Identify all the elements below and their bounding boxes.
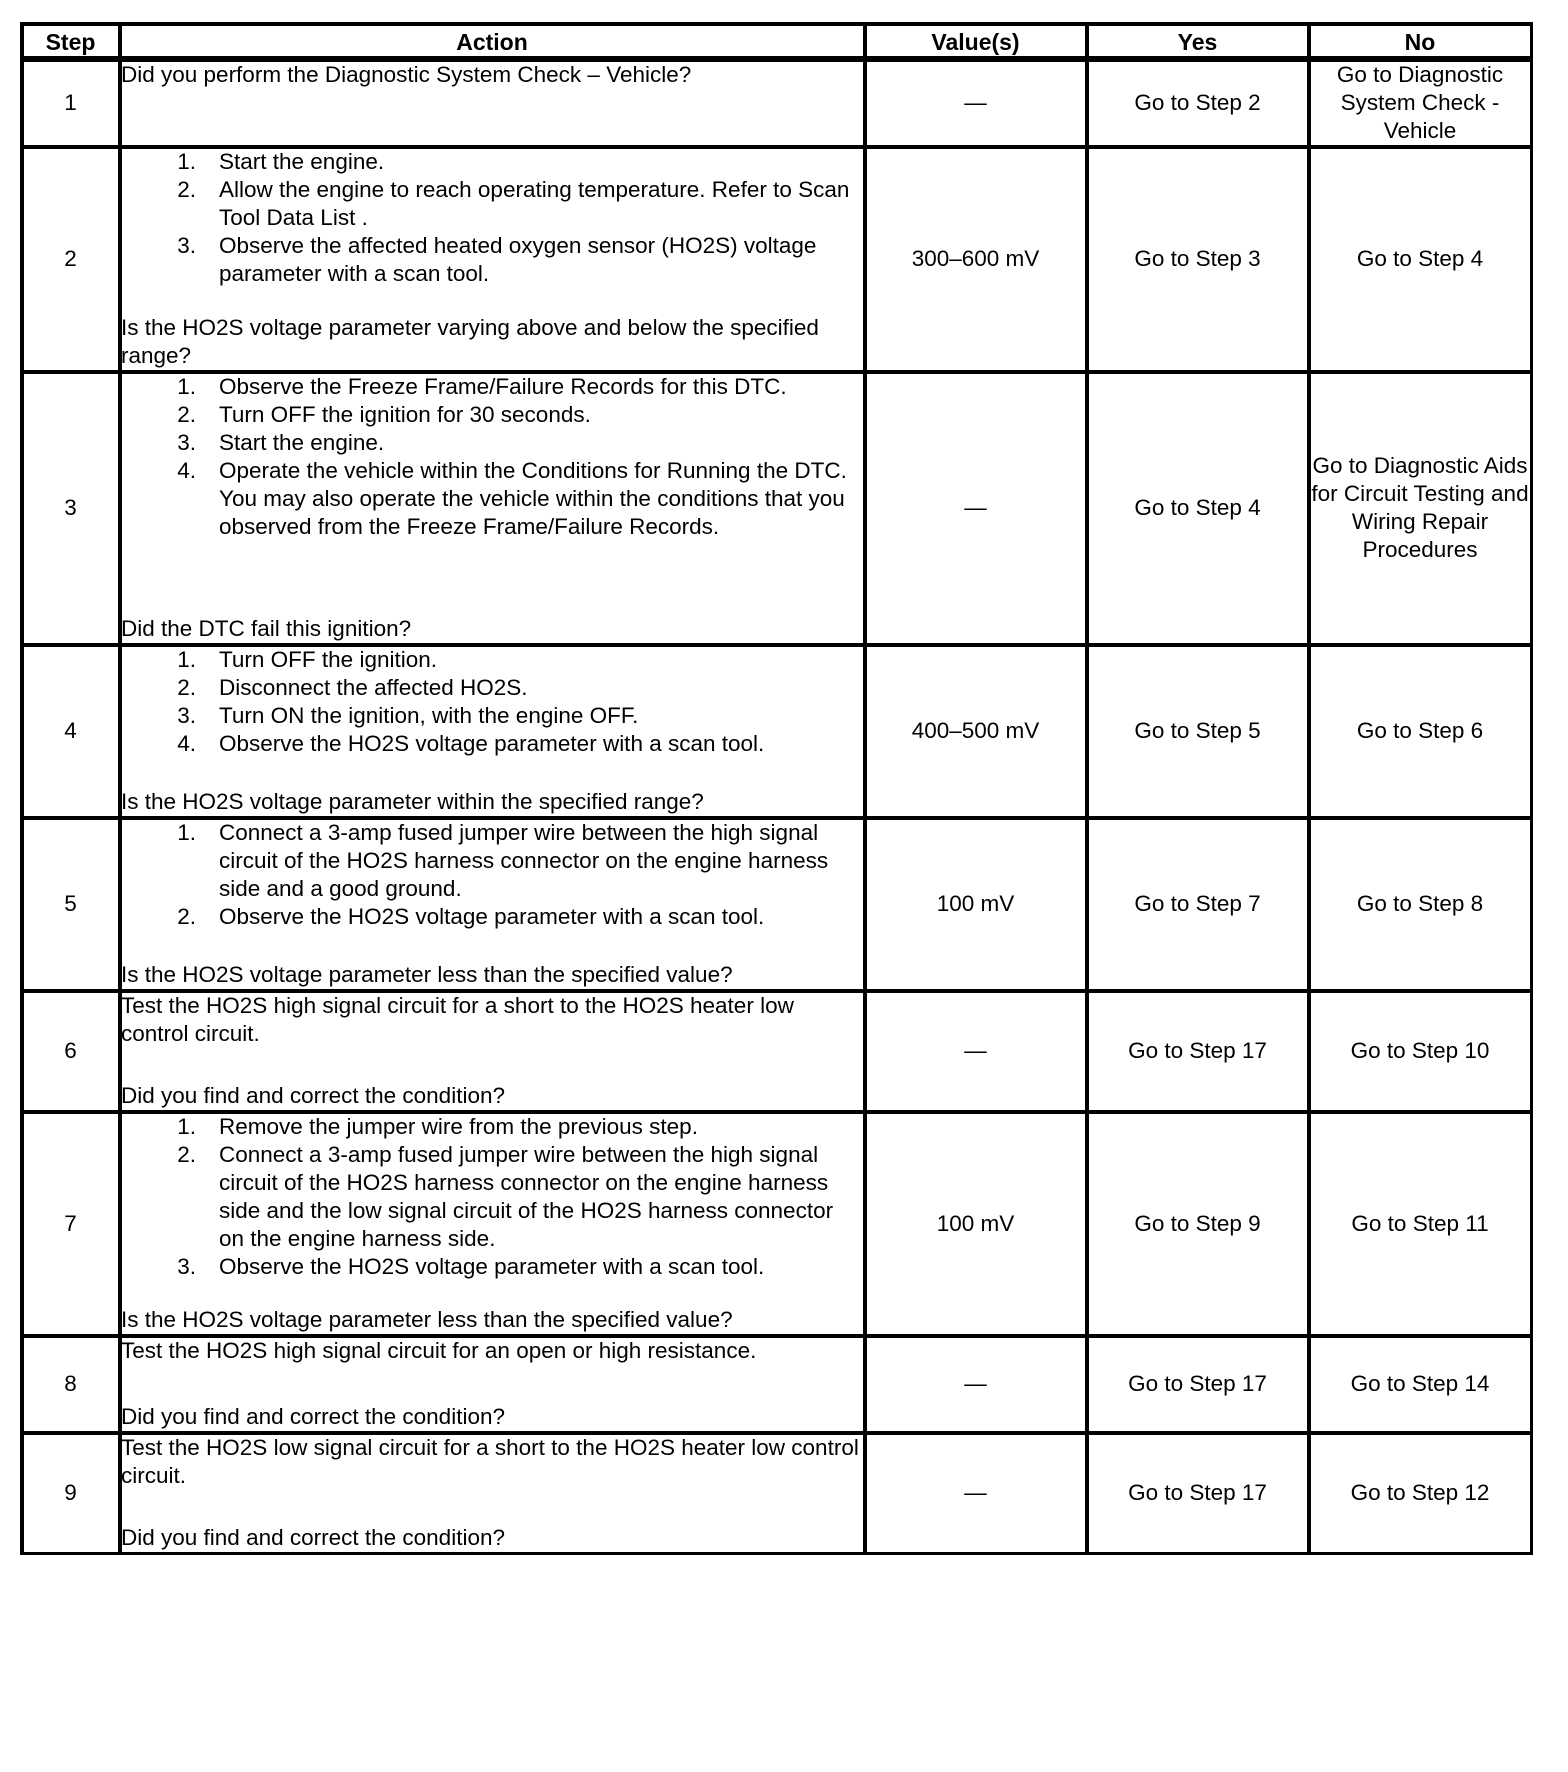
step-number: 1 xyxy=(23,61,121,148)
action-content xyxy=(121,992,863,1110)
no-result: Go to Step 10 xyxy=(1310,992,1533,1113)
instruction-item xyxy=(121,819,863,903)
action-cell xyxy=(121,1113,866,1337)
action-content xyxy=(121,646,863,816)
instruction-number: 3. xyxy=(177,430,196,455)
table-row xyxy=(23,148,1533,373)
action-cell xyxy=(121,992,866,1113)
instruction-text: Observe the HO2S voltage parameter with a scan tool. xyxy=(219,731,765,756)
yes-result: Go to Step 4 xyxy=(1088,373,1310,646)
table-row xyxy=(23,1337,1533,1434)
action-content xyxy=(121,819,863,989)
table-row xyxy=(23,1434,1533,1555)
action-question: Did the DTC fail this ignition? xyxy=(121,616,412,641)
instruction-text: Observe the affected heated oxygen sensor (HO2S) voltage parameter with a scan tool. xyxy=(219,233,817,286)
header-no: No xyxy=(1310,25,1533,61)
instruction-item xyxy=(121,176,863,232)
action-cell xyxy=(121,1337,866,1434)
value-cell: — xyxy=(866,373,1088,646)
instruction-text: Observe the Freeze Frame/Failure Records for this DTC. xyxy=(219,374,787,399)
table-row xyxy=(23,992,1533,1113)
instruction-number: 4. xyxy=(177,731,196,756)
action-text: Test the HO2S low signal circuit for a short to the HO2S heater low control circuit. xyxy=(121,1435,859,1488)
instruction-text: Allow the engine to reach operating temperature. Refer to Scan Tool Data List . xyxy=(219,177,850,230)
action-cell xyxy=(121,61,866,148)
header-action: Action xyxy=(121,25,866,61)
step-number: 6 xyxy=(23,992,121,1113)
table-row xyxy=(23,1113,1533,1337)
action-content xyxy=(121,61,863,145)
instruction-list xyxy=(121,1113,863,1281)
no-result: Go to Step 8 xyxy=(1310,819,1533,992)
value-cell: — xyxy=(866,61,1088,148)
action-instructions xyxy=(121,819,863,931)
instruction-item xyxy=(121,373,863,401)
yes-result: Go to Step 3 xyxy=(1088,148,1310,373)
table-row xyxy=(23,373,1533,646)
no-result: Go to Diagnostic System Check - Vehicle xyxy=(1310,61,1533,148)
action-question: Is the HO2S voltage parameter less than the specified value? xyxy=(121,1307,733,1332)
yes-result: Go to Step 2 xyxy=(1088,61,1310,148)
header-values: Value(s) xyxy=(866,25,1088,61)
value-cell: — xyxy=(866,1434,1088,1555)
step-number: 5 xyxy=(23,819,121,992)
action-content xyxy=(121,1434,863,1552)
no-result: Go to Step 6 xyxy=(1310,646,1533,819)
action-cell xyxy=(121,1434,866,1555)
action-content xyxy=(121,1113,863,1334)
instruction-number: 2. xyxy=(177,675,196,700)
yes-result: Go to Step 17 xyxy=(1088,992,1310,1113)
action-instructions xyxy=(121,646,863,758)
yes-result: Go to Step 9 xyxy=(1088,1113,1310,1337)
instruction-number: 1. xyxy=(177,1114,196,1139)
instruction-number: 1. xyxy=(177,820,196,845)
instruction-text: Operate the vehicle within the Conditions for Running the DTC. You may also operate the vehicle within the conditions that you observed from the Freeze Frame/Failure Records. xyxy=(219,458,847,539)
instruction-text: Observe the HO2S voltage parameter with a scan tool. xyxy=(219,904,765,929)
value-cell: 300–600 mV xyxy=(866,148,1088,373)
action-content xyxy=(121,373,863,643)
value-cell: 100 mV xyxy=(866,819,1088,992)
instruction-item xyxy=(121,702,863,730)
instruction-item xyxy=(121,232,863,288)
instruction-list xyxy=(121,819,863,931)
diagnostic-page xyxy=(20,22,1530,1555)
value-cell: 400–500 mV xyxy=(866,646,1088,819)
instruction-number: 3. xyxy=(177,1254,196,1279)
instruction-text: Connect a 3-amp fused jumper wire between the high signal circuit of the HO2S harness connector on the engine harness side and the low signal circuit of the HO2S harness connector on the engine harness side. xyxy=(219,1142,834,1251)
action-text: Did you perform the Diagnostic System Check – Vehicle? xyxy=(121,62,692,87)
no-result: Go to Step 11 xyxy=(1310,1113,1533,1337)
instruction-text: Disconnect the affected HO2S. xyxy=(219,675,528,700)
action-instructions xyxy=(121,373,863,541)
action-cell xyxy=(121,646,866,819)
instruction-number: 2. xyxy=(177,402,196,427)
yes-result: Go to Step 17 xyxy=(1088,1434,1310,1555)
action-cell xyxy=(121,373,866,646)
table-row xyxy=(23,819,1533,992)
instruction-list xyxy=(121,373,863,541)
action-question: Is the HO2S voltage parameter within the specified range? xyxy=(121,789,704,814)
yes-result: Go to Step 7 xyxy=(1088,819,1310,992)
yes-result: Go to Step 17 xyxy=(1088,1337,1310,1434)
action-question: Did you find and correct the condition? xyxy=(121,1525,505,1550)
instruction-text: Turn ON the ignition, with the engine OFF. xyxy=(219,703,639,728)
instruction-text: Connect a 3-amp fused jumper wire between the high signal circuit of the HO2S harness connector on the engine harness side and a good ground. xyxy=(219,820,829,901)
instruction-number: 2. xyxy=(177,177,196,202)
step-number: 8 xyxy=(23,1337,121,1434)
instruction-text: Start the engine. xyxy=(219,149,385,174)
table-row xyxy=(23,646,1533,819)
action-question: Is the HO2S voltage parameter varying above and below the specified range? xyxy=(121,315,819,368)
instruction-text: Start the engine. xyxy=(219,430,385,455)
instruction-item xyxy=(121,674,863,702)
instruction-item xyxy=(121,730,863,758)
no-result: Go to Step 14 xyxy=(1310,1337,1533,1434)
instruction-text: Remove the jumper wire from the previous step. xyxy=(219,1114,698,1139)
instruction-item xyxy=(121,1141,863,1253)
value-cell: — xyxy=(866,1337,1088,1434)
instruction-item xyxy=(121,1113,863,1141)
instruction-number: 3. xyxy=(177,233,196,258)
value-cell: — xyxy=(866,992,1088,1113)
instruction-number: 4. xyxy=(177,458,196,483)
instruction-text: Observe the HO2S voltage parameter with a scan tool. xyxy=(219,1254,765,1279)
instruction-item xyxy=(121,429,863,457)
instruction-item xyxy=(121,1253,863,1281)
diagnostic-table xyxy=(20,22,1533,1555)
instruction-list xyxy=(121,148,863,288)
no-result: Go to Step 12 xyxy=(1310,1434,1533,1555)
instruction-item xyxy=(121,148,863,176)
instruction-item xyxy=(121,457,863,541)
action-content xyxy=(121,1337,863,1431)
action-question: Did you find and correct the condition? xyxy=(121,1404,505,1429)
step-number: 9 xyxy=(23,1434,121,1555)
instruction-number: 1. xyxy=(177,647,196,672)
action-question: Did you find and correct the condition? xyxy=(121,1083,505,1108)
step-number: 2 xyxy=(23,148,121,373)
instruction-number: 1. xyxy=(177,374,196,399)
action-text: Test the HO2S high signal circuit for a short to the HO2S heater low control circuit. xyxy=(121,993,794,1046)
instruction-text: Turn OFF the ignition. xyxy=(219,647,438,672)
table-row xyxy=(23,61,1533,148)
header-yes: Yes xyxy=(1088,25,1310,61)
step-number: 4 xyxy=(23,646,121,819)
instruction-item xyxy=(121,903,863,931)
action-instructions xyxy=(121,992,863,1048)
instruction-number: 2. xyxy=(177,1142,196,1167)
action-cell xyxy=(121,819,866,992)
instruction-list xyxy=(121,646,863,758)
action-text: Test the HO2S high signal circuit for an open or high resistance. xyxy=(121,1338,757,1363)
instruction-text: Turn OFF the ignition for 30 seconds. xyxy=(219,402,591,427)
action-instructions xyxy=(121,1337,863,1365)
instruction-item xyxy=(121,646,863,674)
action-cell xyxy=(121,148,866,373)
instruction-number: 1. xyxy=(177,149,196,174)
instruction-item xyxy=(121,401,863,429)
step-number: 3 xyxy=(23,373,121,646)
yes-result: Go to Step 5 xyxy=(1088,646,1310,819)
no-result: Go to Step 4 xyxy=(1310,148,1533,373)
step-number: 7 xyxy=(23,1113,121,1337)
action-instructions xyxy=(121,148,863,288)
table-header-row xyxy=(23,25,1533,61)
action-instructions xyxy=(121,61,863,89)
action-instructions xyxy=(121,1113,863,1281)
value-cell: 100 mV xyxy=(866,1113,1088,1337)
instruction-number: 3. xyxy=(177,703,196,728)
no-result: Go to Diagnostic Aids for Circuit Testing and Wiring Repair Procedures xyxy=(1310,373,1533,646)
header-step: Step xyxy=(23,25,121,61)
action-content xyxy=(121,148,863,370)
action-question: Is the HO2S voltage parameter less than the specified value? xyxy=(121,962,733,987)
instruction-number: 2. xyxy=(177,904,196,929)
table-body xyxy=(23,61,1533,1555)
action-instructions xyxy=(121,1434,863,1490)
